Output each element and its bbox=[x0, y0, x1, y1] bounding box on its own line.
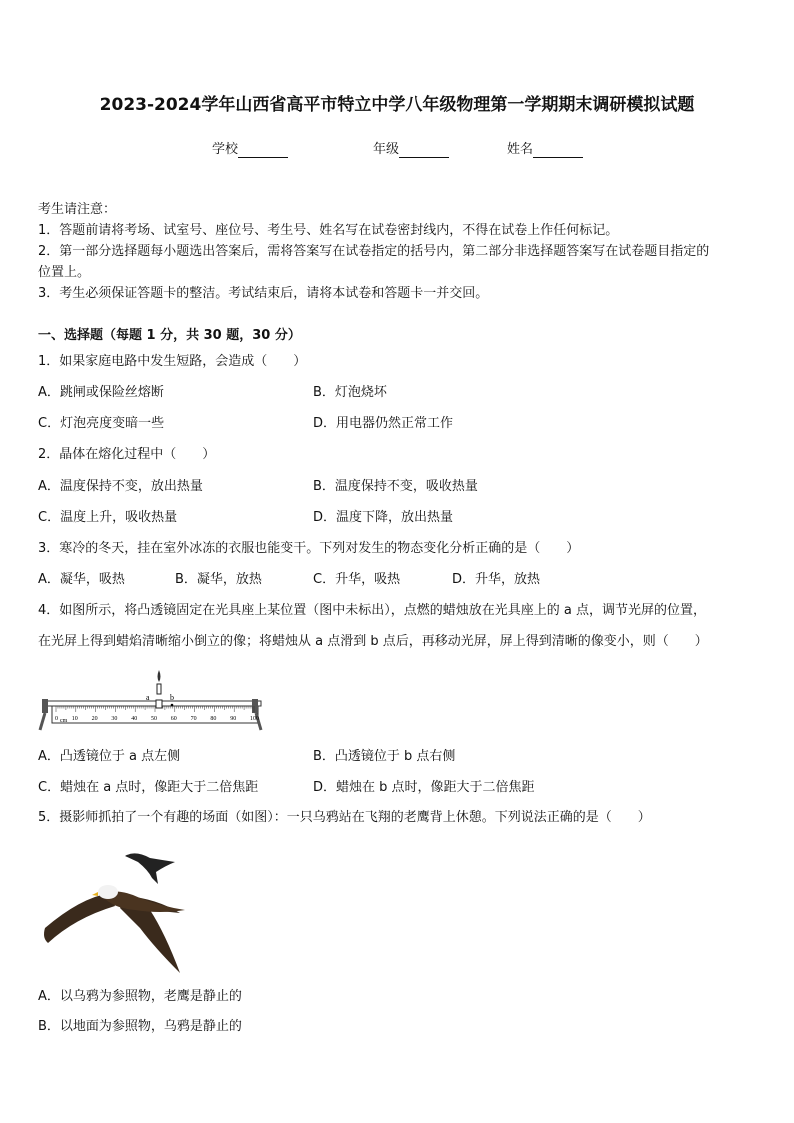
name-label: 姓名 bbox=[507, 142, 534, 157]
q3-stem: 3．寒冷的冬天，挂在室外冰冻的衣服也能变干。下列对发生的物态变化分析正确的是（ ） bbox=[38, 541, 580, 556]
q1-stem: 1．如果家庭电路中发生短路，会造成（ ） bbox=[38, 354, 307, 369]
notice-heading: 考生请注意： bbox=[38, 202, 117, 217]
name-blank[interactable] bbox=[533, 145, 583, 158]
notice-item: 3．考生必须保证答题卡的整洁。考试结束后，请将本试卷和答题卡一并交回。 bbox=[38, 286, 489, 301]
q2-option-a[interactable]: A．温度保持不变，放出热量 bbox=[38, 479, 203, 494]
grade-label: 年级 bbox=[373, 142, 400, 157]
right-stand bbox=[252, 699, 258, 713]
bench-rail bbox=[46, 701, 261, 706]
section-heading: 一、选择题（每题 1 分，共 30 题，30 分） bbox=[38, 328, 301, 343]
candle bbox=[157, 684, 161, 694]
q3-option-c[interactable]: C．升华，吸热 bbox=[313, 572, 401, 587]
q4-option-b[interactable]: B．凸透镜位于 b 点右侧 bbox=[313, 749, 456, 764]
eagle-crow-photo bbox=[40, 848, 190, 976]
eagle-left-wing bbox=[44, 893, 115, 943]
ruler-tick-label: 100 bbox=[250, 716, 259, 722]
flame-icon bbox=[158, 670, 161, 682]
left-leg bbox=[40, 713, 45, 730]
ruler-tick-label: 10 bbox=[71, 716, 78, 722]
q3-option-b[interactable]: B．凝华，放热 bbox=[175, 572, 262, 587]
q4-option-a[interactable]: A．凸透镜位于 a 点左侧 bbox=[38, 749, 181, 764]
page-title: 2023-2024学年山西省高平市特立中学八年级物理第一学期期末调研模拟试题 bbox=[99, 95, 695, 115]
name-field bbox=[507, 142, 583, 158]
q4-option-d[interactable]: D．蜡烛在 b 点时，像距大于二倍焦距 bbox=[313, 780, 535, 795]
grade-field bbox=[373, 142, 449, 158]
ruler-tick-label: 30 bbox=[111, 716, 118, 722]
left-stand bbox=[42, 699, 48, 713]
q2-option-d[interactable]: D．温度下降，放出热量 bbox=[313, 510, 454, 525]
point-a-label: a bbox=[146, 693, 150, 702]
point-b-marker bbox=[171, 704, 174, 707]
school-blank[interactable] bbox=[238, 145, 288, 158]
q1-option-b[interactable]: B．灯泡烧坏 bbox=[313, 385, 387, 400]
notice-item: 位置上。 bbox=[38, 265, 91, 280]
q4-option-c[interactable]: C．蜡烛在 a 点时，像距大于二倍焦距 bbox=[38, 780, 259, 795]
crow-icon bbox=[125, 853, 175, 884]
ruler-tick-label: 90 bbox=[230, 716, 237, 722]
ruler-tick-label: 50 bbox=[151, 716, 157, 722]
q5-stem: 5．摄影师抓拍了一个有趣的场面（如图）：一只乌鸦站在飞翔的老鹰背上休憩。下列说法正确的是（ ） bbox=[38, 810, 651, 825]
q1-option-d[interactable]: D．用电器仍然正常工作 bbox=[313, 416, 454, 431]
grade-blank[interactable] bbox=[399, 145, 449, 158]
ruler-tick-label: 40 bbox=[131, 716, 138, 722]
q5-option-a[interactable]: A．以乌鸦为参照物，老鹰是静止的 bbox=[38, 989, 242, 1004]
school-label: 学校 bbox=[212, 142, 239, 157]
ruler-tick-label: 70 bbox=[190, 716, 197, 722]
eagle-head bbox=[98, 885, 118, 899]
ruler-tick-label: 0 bbox=[55, 716, 58, 722]
eagle-beak bbox=[92, 892, 98, 896]
q2-option-b[interactable]: B．温度保持不变，吸收热量 bbox=[313, 479, 478, 494]
optical-bench-figure bbox=[38, 664, 263, 732]
ruler-tick-label: 80 bbox=[210, 716, 217, 722]
q3-option-a[interactable]: A．凝华，吸热 bbox=[38, 572, 125, 587]
q2-option-c[interactable]: C．温度上升，吸收热量 bbox=[38, 510, 178, 525]
q4-stem-line2: 在光屏上得到蜡焰清晰缩小倒立的像；将蜡烛从 a 点滑到 b 点后，再移动光屏，屏上得到清晰的像变小，则（ ） bbox=[38, 634, 708, 649]
notice-item: 1．答题前请将考场、试室号、座位号、考生号、姓名写在试卷密封线内，不得在试卷上作任何标记。 bbox=[38, 223, 619, 238]
q1-option-a[interactable]: A．跳闸或保险丝熔断 bbox=[38, 385, 164, 400]
q1-option-c[interactable]: C．灯泡亮度变暗一些 bbox=[38, 416, 165, 431]
point-b-label: b bbox=[170, 693, 174, 702]
q2-stem: 2．晶体在熔化过程中（ ） bbox=[38, 447, 216, 462]
ruler-tick-label: 20 bbox=[91, 716, 98, 722]
ruler-unit: cm bbox=[60, 718, 68, 724]
ruler-tick-label: 60 bbox=[170, 716, 177, 722]
notice-item: 2．第一部分选择题每小题选出答案后，需将答案写在试卷指定的括号内，第二部分非选择题答案写在试卷题目指定的 bbox=[38, 244, 710, 259]
school-field bbox=[212, 142, 288, 158]
candle-holder bbox=[156, 700, 162, 708]
q4-stem-line1: 4．如图所示，将凸透镜固定在光具座上某位置（图中未标出），点燃的蜡烛放在光具座上的 a 点，调节光屏的位置， bbox=[38, 603, 707, 618]
q3-option-d[interactable]: D．升华，放热 bbox=[452, 572, 541, 587]
q5-option-b[interactable]: B．以地面为参照物，乌鸦是静止的 bbox=[38, 1019, 242, 1034]
